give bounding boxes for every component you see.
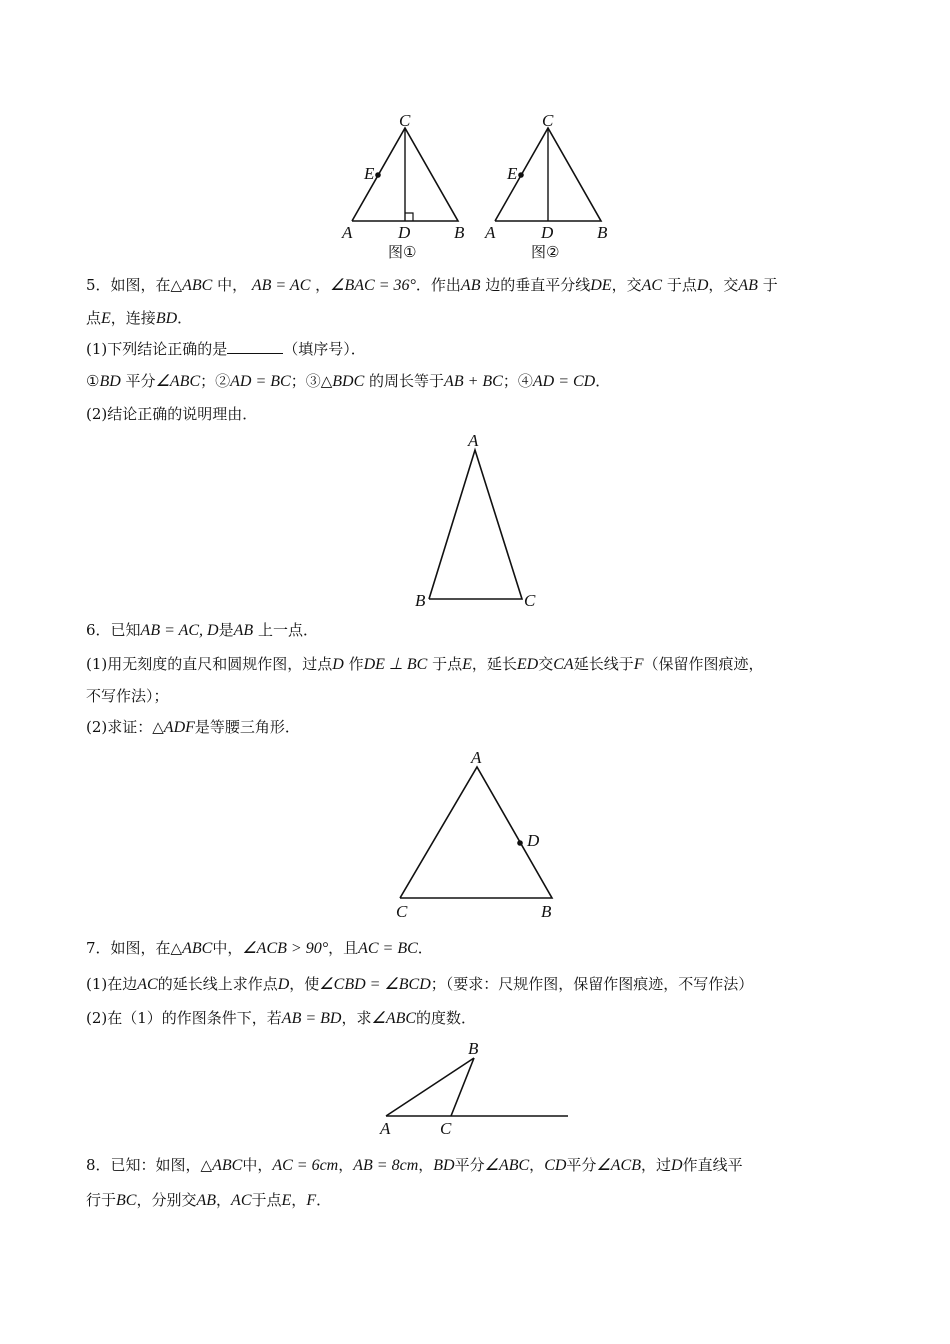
text: ， — [291, 1191, 307, 1209]
math: AD = CD — [532, 373, 596, 390]
text: 点 — [86, 309, 102, 327]
q6-figure — [385, 745, 575, 925]
label-b: B — [415, 591, 426, 610]
right-angle-mark — [405, 213, 413, 221]
figure-1 — [330, 108, 480, 264]
math: F — [306, 1192, 317, 1209]
math: AB = 8cm — [353, 1157, 419, 1174]
math: ABC — [182, 277, 213, 294]
q5-line3 — [86, 339, 366, 359]
math: AC — [137, 976, 158, 993]
math: ∠BAC = 36° — [330, 277, 416, 294]
q6-line3 — [86, 686, 169, 706]
text: ， — [216, 1191, 232, 1209]
text: ，求 — [341, 1009, 372, 1027]
text: ，且 — [328, 939, 359, 957]
math: ED — [516, 656, 539, 673]
q8-line1 — [86, 1155, 743, 1176]
text: ，过 — [641, 1156, 672, 1174]
text: (1)下列结论正确的是 — [86, 340, 228, 358]
label-c: C — [542, 111, 554, 130]
label-a: A — [468, 431, 479, 450]
text: 是 — [218, 621, 234, 639]
text: ． — [316, 1191, 332, 1209]
q7-line2 — [86, 974, 753, 995]
label-e: E — [507, 164, 518, 183]
text: 不写作法）； — [86, 687, 169, 705]
q7-line1 — [86, 938, 433, 959]
text: 的周长等于 — [364, 372, 445, 390]
text: 中， — [212, 939, 243, 957]
text: 的度数． — [416, 1009, 477, 1027]
math: DE ⊥ BC — [363, 656, 428, 673]
figure-2 — [473, 108, 623, 264]
q8-line2 — [86, 1190, 331, 1211]
q5-line2 — [86, 308, 192, 329]
math: AD = BC — [230, 373, 291, 390]
text: (1)用无刻度的直尺和圆规作图，过点 — [86, 655, 333, 673]
math: AB + BC — [444, 373, 503, 390]
math: CD — [544, 1157, 567, 1174]
math: BD — [155, 310, 178, 327]
math: ∠ABC — [484, 1157, 530, 1174]
q6-line2 — [86, 654, 764, 675]
math: AC — [231, 1192, 252, 1209]
text: 边的垂直平分线 — [480, 276, 591, 294]
text: 于点 — [427, 655, 463, 673]
text: (2)求证：△ — [86, 718, 164, 736]
text: ． — [595, 372, 611, 390]
segment-ab — [386, 1058, 474, 1116]
label-b: B — [454, 223, 465, 242]
text: 延长线于 — [573, 655, 634, 673]
math: AB = AC, D — [140, 622, 219, 639]
text: 6．已知 — [86, 621, 141, 639]
text: 7．如图，在△ — [86, 939, 183, 957]
text: 平分 — [454, 1156, 485, 1174]
text: (1)在边 — [86, 975, 138, 993]
text: 中， — [242, 1156, 273, 1174]
text: 作 — [343, 655, 364, 673]
math: D — [277, 976, 290, 993]
math: E — [281, 1192, 292, 1209]
text: （保留作图痕迹， — [643, 655, 764, 673]
text: ，交 — [611, 276, 642, 294]
text: 交 — [538, 655, 554, 673]
math: ∠CBD = ∠BCD — [319, 976, 431, 993]
text: 作直线平 — [682, 1156, 743, 1174]
point-e — [518, 172, 524, 178]
text: 是等腰三角形． — [194, 718, 300, 736]
text: ， — [310, 276, 331, 294]
math: AB — [196, 1192, 217, 1209]
math: CA — [553, 656, 574, 673]
label-a: A — [342, 223, 353, 242]
label-c: C — [524, 591, 536, 610]
segment-bc — [451, 1058, 474, 1116]
point-e — [375, 172, 381, 178]
math: DE — [590, 277, 612, 294]
math: ∠ABC — [155, 373, 201, 390]
math: BD — [99, 373, 121, 390]
label-a: A — [471, 748, 482, 767]
text: 于 — [757, 276, 778, 294]
text: ① — [86, 372, 100, 390]
math: ∠ACB — [596, 1157, 641, 1174]
label-b: B — [597, 223, 608, 242]
math: ∠ACB > 90° — [242, 940, 329, 957]
text: ，连接 — [110, 309, 156, 327]
math: ADF — [163, 719, 195, 736]
text: ． — [177, 309, 193, 327]
math: AB — [738, 277, 758, 294]
text: ， — [338, 1156, 354, 1174]
triangle-abc — [429, 450, 522, 599]
q6-line1 — [86, 620, 318, 641]
math: F — [633, 656, 644, 673]
text: 平分 — [120, 372, 156, 390]
label-d: D — [398, 223, 411, 242]
math: BDC — [332, 373, 365, 390]
text: ，分别交 — [136, 1191, 197, 1209]
text: ；④ — [502, 372, 533, 390]
math: AB — [460, 277, 481, 294]
math: E — [101, 310, 111, 327]
text: ，交 — [708, 276, 739, 294]
math: AC — [641, 277, 663, 294]
math: D — [332, 656, 344, 673]
math: ABC — [212, 1157, 243, 1174]
math: BD — [433, 1157, 455, 1174]
text: (2)在（1）的作图条件下，若 — [86, 1009, 282, 1027]
math: ∠ABC — [371, 1010, 417, 1027]
point-d — [517, 840, 523, 846]
text: ，延长 — [471, 655, 517, 673]
label-c: C — [396, 902, 408, 921]
text: （填序号）． — [283, 340, 366, 358]
math: ABC — [182, 940, 213, 957]
label-d: D — [527, 831, 540, 850]
q7-figure — [375, 1036, 580, 1142]
answer-blank[interactable] — [227, 339, 283, 354]
text: 的延长线上求作点 — [157, 975, 278, 993]
q5-line5 — [86, 404, 257, 424]
q5-figure — [405, 428, 555, 614]
caption-fig2: 图② — [531, 243, 560, 261]
label-e: E — [364, 164, 375, 183]
label-d: D — [541, 223, 554, 242]
math: D — [696, 277, 709, 294]
text: 5．如图，在 — [86, 276, 171, 294]
label-b: B — [468, 1039, 479, 1058]
math: AC = BC — [358, 940, 418, 957]
math: AB = BD — [281, 1010, 342, 1027]
text: ；② — [200, 372, 231, 390]
text: 8．已知：如图，△ — [86, 1156, 213, 1174]
math: E — [462, 656, 472, 673]
text: 平分 — [566, 1156, 597, 1174]
text: ， — [529, 1156, 545, 1174]
text: (2)结论正确的说明理由． — [86, 405, 258, 423]
text: 行于 — [86, 1191, 117, 1209]
label-b: B — [541, 902, 552, 921]
text: 上一点． — [253, 621, 318, 639]
q5-line1 — [86, 275, 778, 296]
text: ． — [417, 939, 433, 957]
text: ，使 — [289, 975, 320, 993]
q7-line3 — [86, 1008, 476, 1029]
label-a: A — [485, 223, 496, 242]
caption-fig1: 图① — [388, 243, 417, 261]
text: ；③△ — [290, 372, 333, 390]
q6-line4 — [86, 717, 300, 738]
text: 中， — [212, 276, 252, 294]
label-a: A — [380, 1119, 391, 1138]
math: AC = 6cm — [272, 1157, 339, 1174]
q5-line4 — [86, 371, 610, 392]
text: ．作出 — [415, 276, 461, 294]
math: D — [671, 1157, 683, 1174]
math: AB = AC — [251, 277, 311, 294]
text: 于点 — [662, 276, 697, 294]
math: AB — [233, 622, 254, 639]
text: △ — [170, 276, 183, 294]
label-c: C — [399, 111, 411, 130]
text: 于点 — [251, 1191, 282, 1209]
math: BC — [116, 1192, 137, 1209]
text: ， — [418, 1156, 434, 1174]
text: ；（要求：尺规作图，保留作图痕迹，不写作法） — [430, 975, 754, 993]
label-c: C — [440, 1119, 452, 1138]
